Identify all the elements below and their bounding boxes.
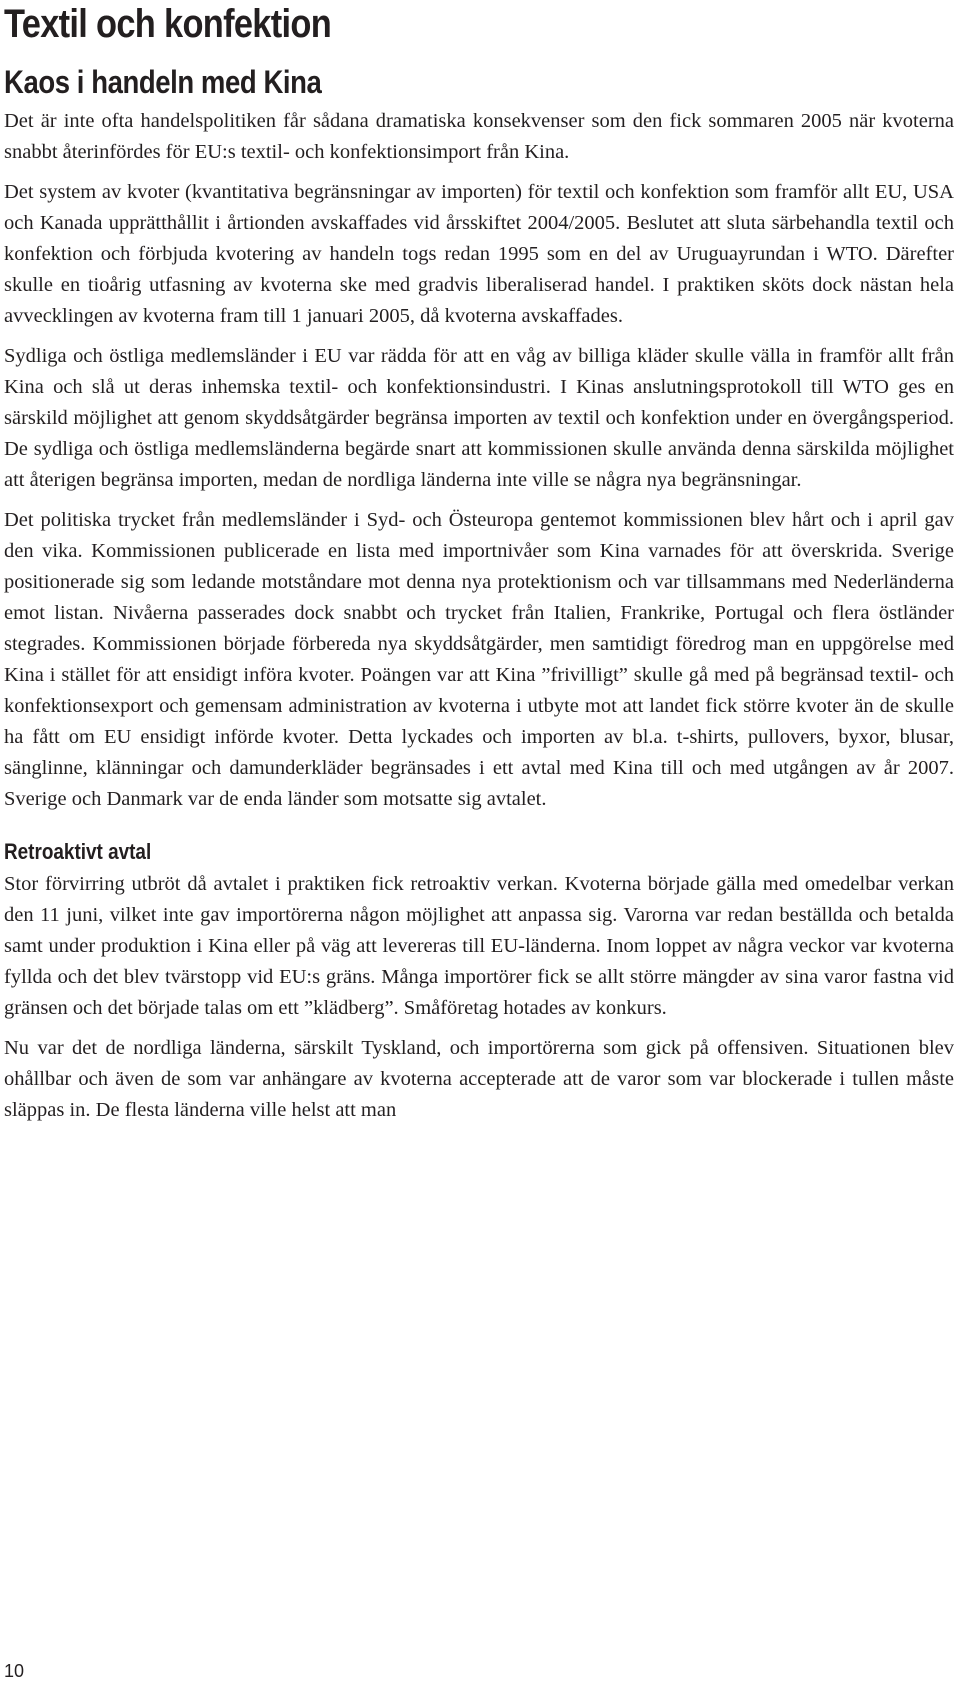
page-title: Textil och konfektion xyxy=(4,2,332,46)
page-number: 10 xyxy=(4,1661,25,1681)
page-content xyxy=(4,0,954,1135)
section-heading: Retroaktivt avtal xyxy=(4,839,152,864)
body-paragraph: Det politiska trycket från medlemsländer i Syd- och Östeuropa gentemot kommissionen blev hårt och i april gav den vika. Kommissionen publicerade en lista med importnivåer som Kina varnades för att överskrida. Sverige positionerade sig som ledande motståndare mot denna nya protektionism och var tillsammans med Nederländerna emot listan. Nivåerna passerades dock snabbt och trycket från Italien, Frankrike, Portugal och flera östländer stegrades. Kommissionen började förbereda nya skyddsåtgärder, men samtidigt föredrog man en uppgörelse med Kina i stället för att ensidigt införa kvoter. Poängen var att Kina ”frivilligt” skulle gå med på begränsad textil- och konfektionsexport och gemensam administration av kvoterna i utbyte mot att landet fick större kvoter än de skulle ha fått om EU ensidigt införde kvoter. Detta lyckades och importen av bl.a. t-shirts, pullovers, byxor, blusar, sänglinne, klänningar och damunderkläder begränsades i ett avtal med Kina till och med utgången av år 2007. Sverige och Danmark var de enda länder som motsatte sig avtalet. xyxy=(4,509,954,810)
body-paragraph: Stor förvirring utbröt då avtalet i praktiken fick retroaktiv verkan. Kvoterna började gälla med omedelbar verkan den 11 juni, vilket inte gav importörerna någon möjlighet att anpassa sig. Varorna var redan beställda och betalda samt under produktion i Kina eller på väg att levereras till EU-länderna. Inom loppet av några veckor var kvoterna fyllda och det blev tvärstopp vid EU:s gräns. Många importörer fick se allt större mängder av sina varor fastna vid gränsen och det började talas om ett ”klädberg”. Småföretag hotades av konkurs. xyxy=(4,873,954,1019)
body-paragraph: Nu var det de nordliga länderna, särskilt Tyskland, och importörerna som gick på offensiven. Situationen blev ohållbar och även de som var anhängare av kvoterna accepterade att de varor som var blockerade i tullen måste släppas in. De flesta länderna ville helst att man xyxy=(4,1037,954,1121)
article-subtitle: Kaos i handeln med Kina xyxy=(4,64,322,100)
body-paragraph: Det system av kvoter (kvantitativa begränsningar av importen) för textil och konfektion som framför allt EU, USA och Kanada upprätthållit i årtionden avskaffades vid årsskiftet 2004/2005. Beslutet att sluta särbehandla textil och konfektion och förbjuda kvotering av handeln togs redan 1995 som en del av Uruguayrundan i WTO. Därefter skulle en tioårig utfasning av kvoterna ske med gradvis liberaliserad handel. I praktiken sköts dock nästan hela avvecklingen av kvoterna fram till 1 januari 2005, då kvoterna avskaffades. xyxy=(4,181,954,327)
body-paragraph: Sydliga och östliga medlemsländer i EU var rädda för att en våg av billiga kläder skulle välla in framför allt från Kina och slå ut deras inhemska textil- och konfektionsindustri. I Kinas anslutningsprotokoll till WTO ges en särskild möjlighet att genom skyddsåtgärder begränsa importen av textil och konfektion under en övergångsperiod. De sydliga och östliga medlemsländerna begärde snart att kommissionen skulle använda denna särskilda möjlighet att återigen begränsa importen, medan de nordliga länderna inte ville se några nya begränsningar. xyxy=(4,345,954,491)
body-paragraph: Det är inte ofta handelspolitiken får sådana dramatiska konsekvenser som den fick sommaren 2005 när kvoterna snabbt återinfördes för EU:s textil- och konfektionsimport från Kina. xyxy=(4,110,954,163)
